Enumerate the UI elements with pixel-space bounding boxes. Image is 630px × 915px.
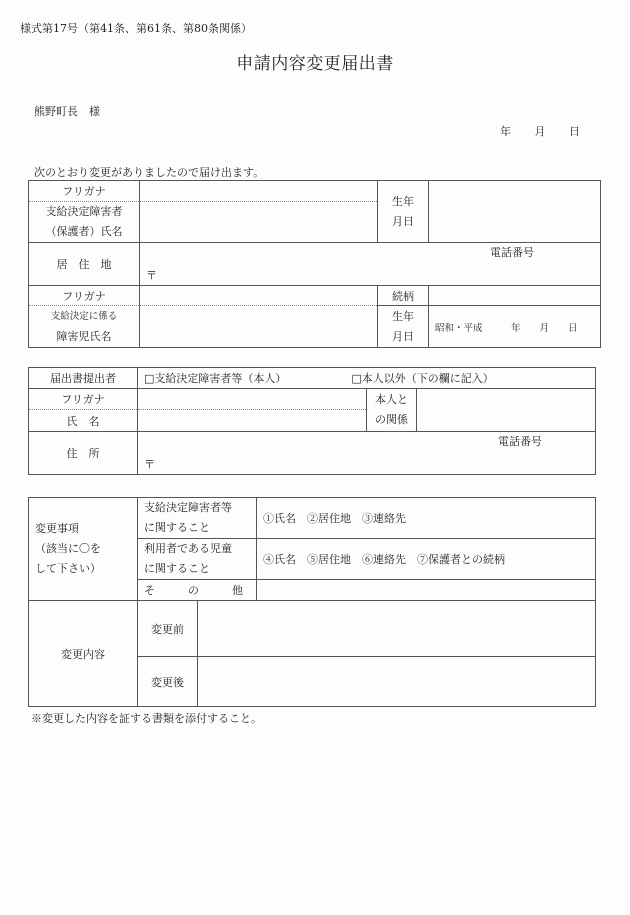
document-title: 申請内容変更届出書 [236, 54, 394, 74]
change-items-label: 変更事項 （該当に〇を して下さい） [29, 498, 138, 601]
applicant-table [28, 180, 601, 348]
birthdate-input[interactable] [429, 181, 601, 243]
child-name-input[interactable] [140, 306, 378, 348]
name-input[interactable] [140, 202, 378, 243]
after-label: 変更後 [138, 657, 198, 707]
child-furigana-label: フリガナ [29, 286, 140, 306]
before-input[interactable] [198, 601, 596, 657]
checkbox-self[interactable]: □支給決定障害者等（本人） [144, 372, 287, 385]
change-table [28, 497, 596, 707]
relation-label: 続柄 [378, 286, 429, 306]
submitter-address-label: 住 所 [29, 432, 138, 475]
submitter-address-input[interactable] [138, 432, 596, 475]
phone-label: 電話番号 [490, 246, 534, 259]
submitter-relation-input[interactable] [417, 389, 596, 432]
intro-text: 次のとおり変更がありましたので届け出ます。 [34, 166, 265, 179]
submitter-name-label: 氏 名 [29, 410, 138, 432]
category-applicant-options[interactable]: ①氏名 ②居住地 ③連絡先 [257, 498, 596, 539]
date-field[interactable]: 年 月 日 [500, 125, 580, 138]
before-label: 変更前 [138, 601, 198, 657]
other-input[interactable] [257, 580, 596, 601]
postal-mark: 〒 [146, 269, 157, 282]
submitter-name-input[interactable] [138, 410, 367, 432]
address-input[interactable] [140, 243, 601, 286]
birthdate-label: 生年 月日 [378, 181, 429, 243]
category-applicant-label: 支給決定障害者等 に関すること [138, 498, 257, 539]
child-name-label: 支給決定に係る 障害児氏名 [29, 306, 140, 348]
child-birthdate-label: 生年 月日 [378, 306, 429, 348]
checkbox-other[interactable]: □本人以外（下の欄に記入） [351, 372, 494, 385]
addressee: 熊野町長 様 [34, 105, 100, 118]
after-input[interactable] [198, 657, 596, 707]
submitter-label: 届出書提出者 [29, 368, 138, 389]
attachment-note: ※変更した内容を証する書類を添付すること。 [31, 712, 262, 725]
furigana-label: フリガナ [29, 181, 140, 202]
name-label: 支給決定障害者 （保護者）氏名 [29, 202, 140, 243]
category-child-label: 利用者である児童 に関すること [138, 539, 257, 580]
change-content-label: 変更内容 [29, 601, 138, 707]
relation-input[interactable] [429, 286, 601, 306]
child-furigana-input[interactable] [140, 286, 378, 306]
postal-mark: 〒 [144, 458, 155, 471]
child-birthdate-input[interactable]: 昭和・平成 年 月 日 [429, 306, 601, 348]
phone-label: 電話番号 [498, 435, 542, 448]
address-label: 居 住 地 [29, 243, 140, 286]
submitter-furigana-input[interactable] [138, 389, 367, 410]
furigana-input[interactable] [140, 181, 378, 202]
other-label: そ の 他 [138, 580, 257, 601]
category-child-options[interactable]: ④氏名 ⑤居住地 ⑥連絡先 ⑦保護者との続柄 [257, 539, 596, 580]
submitter-furigana-label: フリガナ [29, 389, 138, 410]
submitter-relation-label: 本人と の関係 [367, 389, 417, 432]
form-number: 様式第17号（第41条、第61条、第80条関係） [20, 22, 252, 35]
submitter-options [138, 368, 596, 389]
submitter-table [28, 367, 596, 475]
